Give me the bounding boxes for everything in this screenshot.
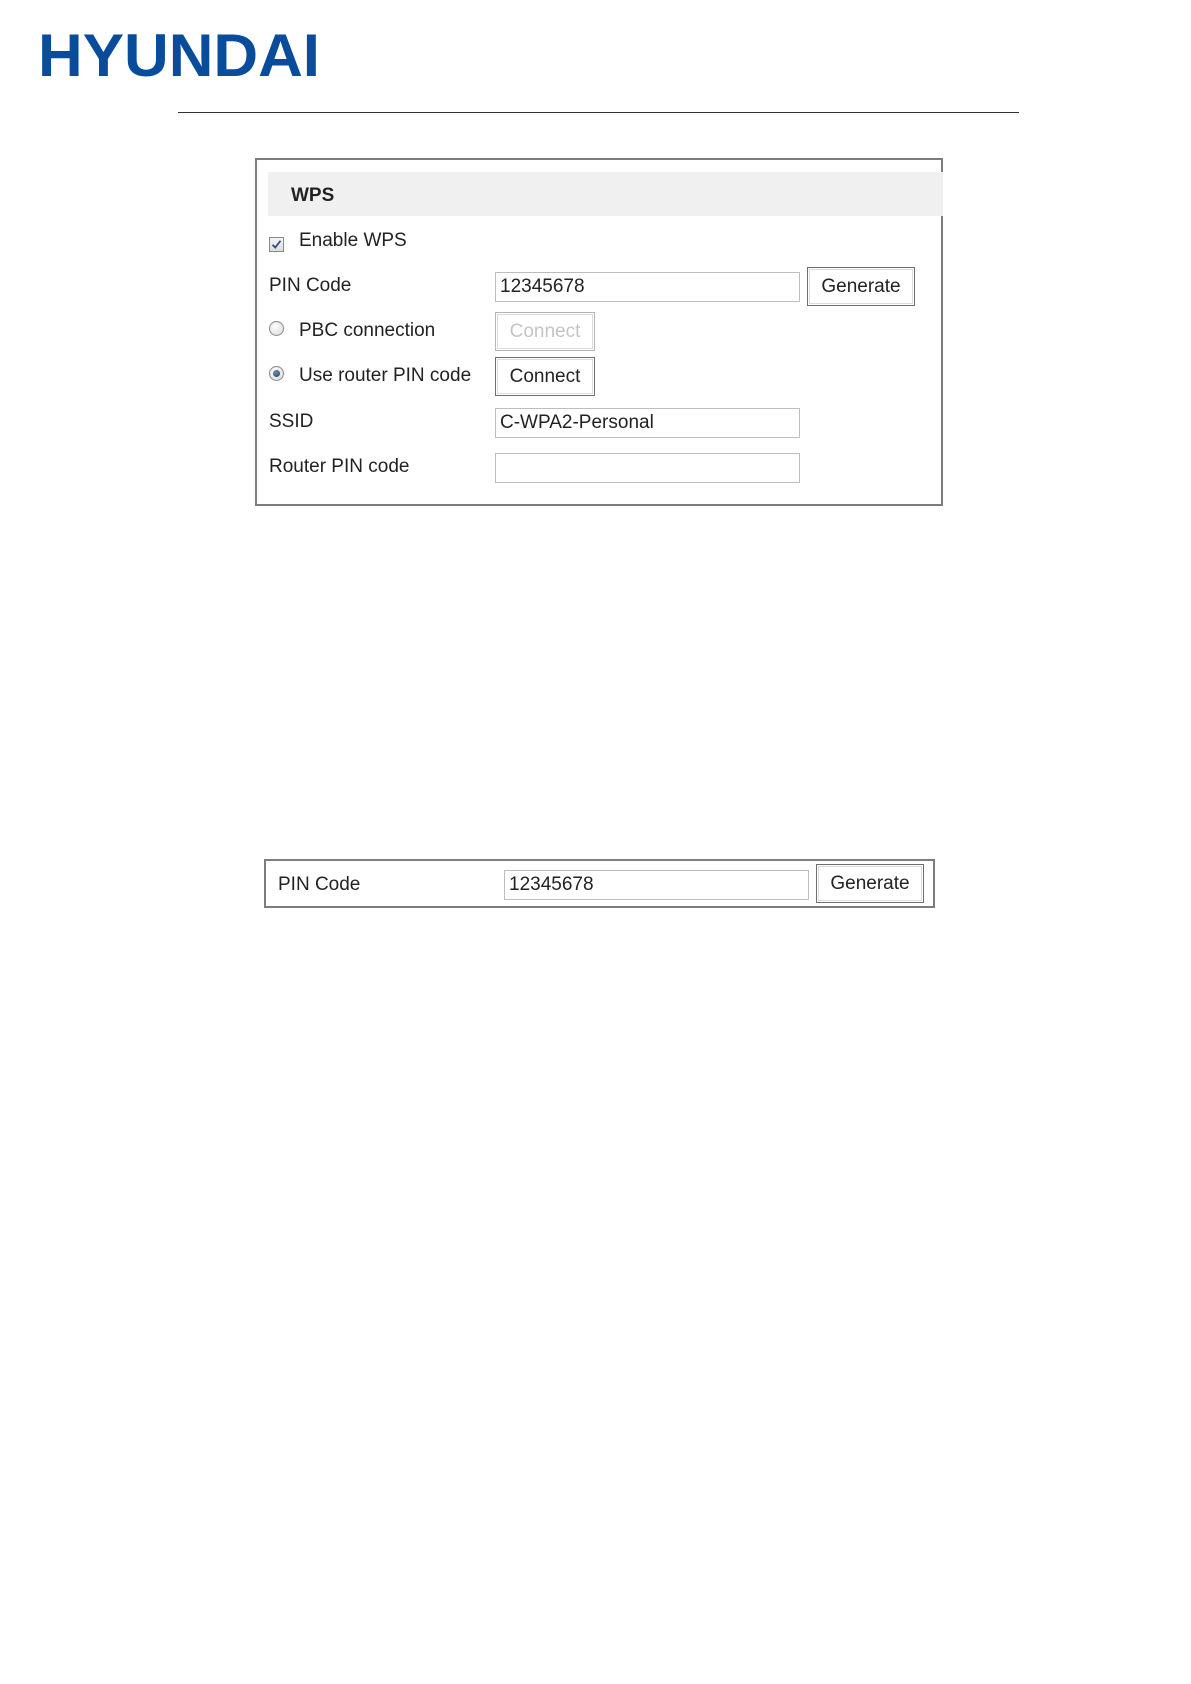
generate-button[interactable]: Generate <box>807 267 915 306</box>
checkmark-icon <box>271 239 282 250</box>
pin-code-detail-panel <box>264 859 935 908</box>
enable-wps-label: Enable WPS <box>299 230 407 251</box>
enable-wps-checkbox[interactable] <box>269 237 284 252</box>
pbc-connect-button[interactable]: Connect <box>495 312 595 351</box>
pbc-connection-radio[interactable] <box>269 321 284 336</box>
wps-panel <box>255 158 943 506</box>
router-pin-code-label: Router PIN code <box>269 456 410 477</box>
pin-code-detail-input[interactable] <box>504 870 809 900</box>
ssid-input[interactable] <box>495 408 800 438</box>
pbc-connection-label: PBC connection <box>299 320 436 341</box>
hyundai-logo <box>38 32 320 78</box>
router-pin-connect-button[interactable]: Connect <box>495 357 595 396</box>
header-rule <box>178 112 1019 113</box>
use-router-pin-label: Use router PIN code <box>299 365 472 386</box>
pin-code-detail-label: PIN Code <box>278 874 361 895</box>
pin-code-input[interactable] <box>495 272 800 302</box>
use-router-pin-radio[interactable] <box>269 366 284 381</box>
ssid-label: SSID <box>269 411 314 432</box>
pin-code-detail-generate-button[interactable]: Generate <box>816 864 924 903</box>
wps-title: WPS <box>291 185 335 206</box>
wps-panel-header <box>268 172 943 216</box>
svg-text:HYUNDAI: HYUNDAI <box>38 32 320 78</box>
router-pin-code-input[interactable] <box>495 453 800 483</box>
pin-code-label: PIN Code <box>269 275 352 296</box>
